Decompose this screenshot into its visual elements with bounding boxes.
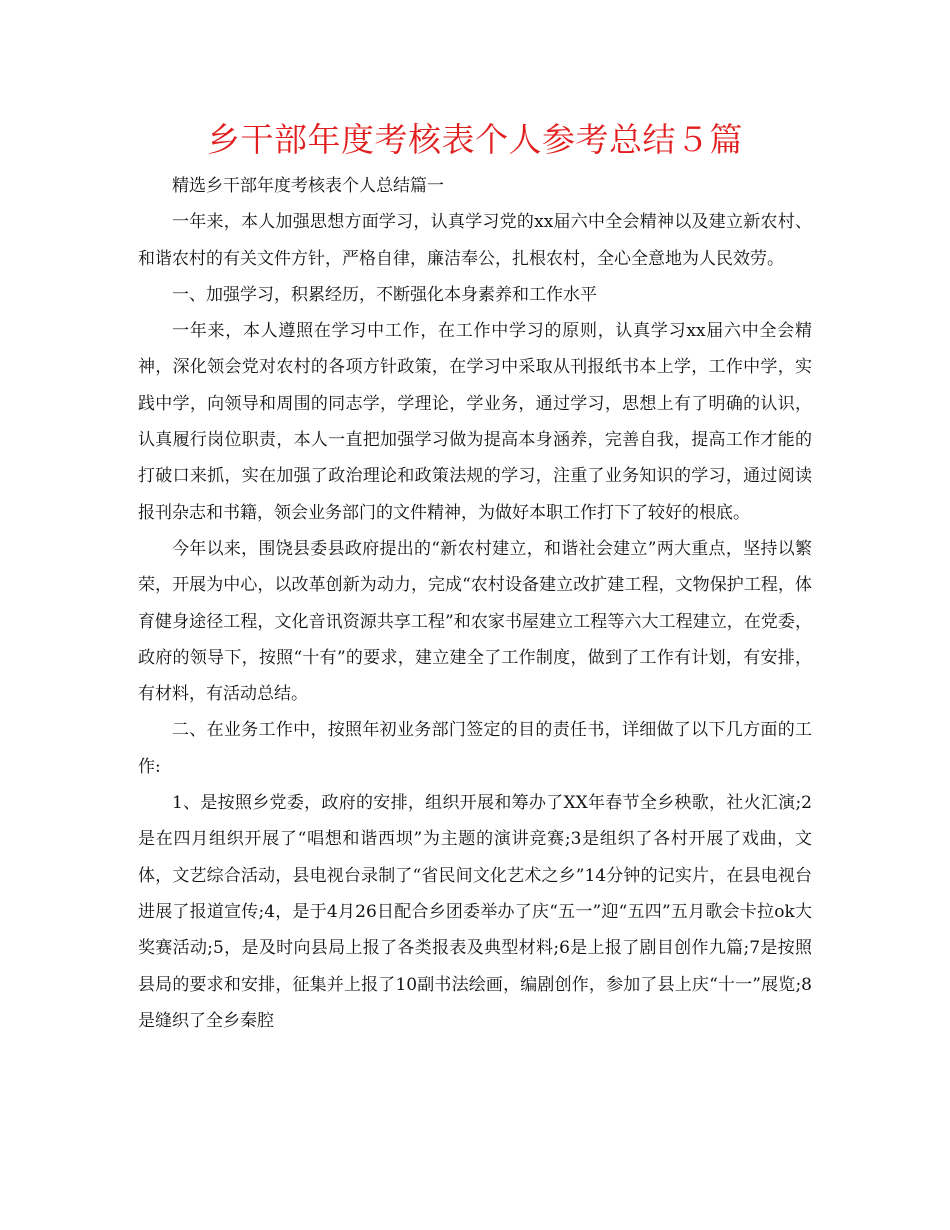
section-heading-2: 二、在业务工作中，按照年初业务部门签定的目的责任书，详细做了以下几方面的工作: bbox=[138, 720, 812, 777]
paragraph-intro: 一年来，本人加强思想方面学习，认真学习党的xx届六中全会精神以及建立新农村、和谐农村的有关文件方针，严格自律，廉洁奉公，扎根农村，全心全意地为人民效劳。 bbox=[138, 212, 812, 269]
document-title: 乡干部年度考核表个人参考总结５篇 bbox=[207, 120, 743, 159]
document-body bbox=[138, 168, 812, 1039]
paragraph-study: 一年来，本人遵照在学习中工作，在工作中学习的原则，认真学习xx届六中全会精神，深化领会党对农村的各项方针政策，在学习中采取从刊报纸书本上学，工作中学，实践中学，向领导和周围的同志学，学理论，学业务，通过学习，思想上有了明确的认识，认真履行岗位职责，本人一直把加强学习做为提高本身涵养，完善自我，提高工作才能的打破口来抓，实在加强了政治理论和政策法规的学习，注重了业务知识的学习，通过阅读报刊杂志和书籍，领会业务部门的文件精神，为做好本职工作打下了较好的根底。 bbox=[138, 321, 812, 523]
paragraph-projects: 今年以来，围饶县委县政府提出的“新农村建立，和谐社会建立”两大重点，坚持以繁荣，开展为中心，以改革创新为动力，完成“农村设备建立改扩建工程，文物保护工程，体育健身途径工程，文化音讯资源共享工程”和农家书屋建立工程等六大工程建立，在党委，政府的领导下，按照“十有”的要求，建立建全了工作制度，做到了工作有计划，有安排，有材料，有活动总结。 bbox=[138, 538, 812, 705]
section-heading-1: 一、加强学习，积累经历，不断强化本身素养和工作水平 bbox=[172, 284, 597, 305]
section-subtitle: 精选乡干部年度考核表个人总结篇一 bbox=[172, 176, 444, 196]
paragraph-activities: 1、是按照乡党委，政府的安排，组织开展和筹办了XX年春节全乡秧歌，社火汇演;2是在四月组织开展了“唱想和谐西坝”为主题的演讲竞赛;3是组织了各村开展了戏曲，文体，文艺综合活动，县电视台录制了“省民间文化艺术之乡”14分钟的记实片，在县电视台进展了报道宣传;4，是于4月26日配合乡团委举办了庆“五一”迎“五四”五月歌会卡拉ok大奖赛活动;5，是及时向县局上报了各类报表及典型材料;6是上报了剧目创作九篇;7是按照县局的要求和安排，征集并上报了10副书法绘画，编剧创作，参加了县上庆“十一”展览;8是缝织了全乡秦腔 bbox=[138, 793, 812, 1031]
